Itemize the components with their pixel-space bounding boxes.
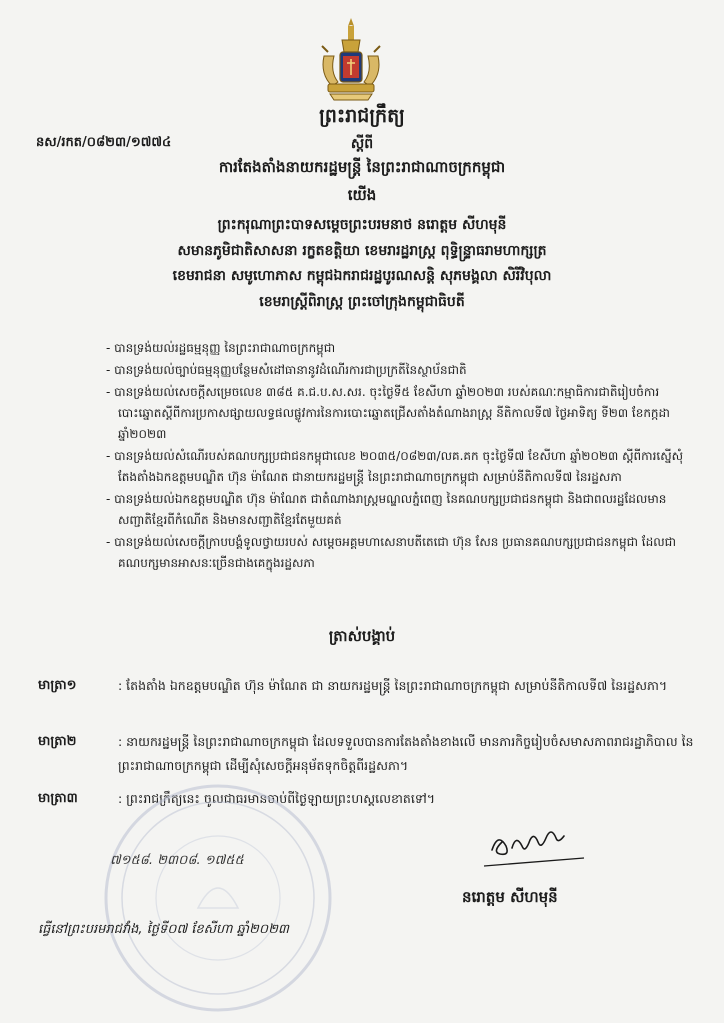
article-label: មាត្រា២ xyxy=(38,734,77,749)
recital-item: - បានទ្រង់យល់រដ្ឋធម្មនុញ្ញ នៃព្រះរាជាណាចក្រកម្ពុជា xyxy=(106,341,336,355)
royal-arms-emblem xyxy=(318,16,384,102)
decide-heading: ត្រាស់បង្គាប់ xyxy=(328,627,396,645)
royal-signature xyxy=(478,820,588,872)
recital-item: - បានទ្រង់យល់សេចក្តីក្រាបបង្គំទូលថ្វាយរបស់ សម្តេចអគ្គមហាសេនាបតីតេជោ ហ៊ុន សែន ប្រធានគណបក្សប្រជាជនកម្ពុជា ដែលជាគណបក្សមានអាសនៈច្រើនជាងគេក្នុងរដ្ឋសភា xyxy=(106,535,677,570)
king-title-line: ព្រះករុណាព្រះបាទសម្តេចព្រះបរមនាថ នរោត្តម សីហមុនី xyxy=(217,217,507,233)
recitals-list xyxy=(106,338,692,575)
article-2 xyxy=(38,730,700,778)
decree-we: យើង xyxy=(347,186,377,204)
article-1 xyxy=(38,674,700,698)
royal-seal-stamp xyxy=(100,780,336,1016)
signer-name: នរោត្តម សីហមុនី xyxy=(462,888,558,906)
article-label: មាត្រា១ xyxy=(38,678,77,693)
decree-date-line: ធ្វើនៅព្រះបរមរាជវាំង, ថ្ងៃទី០៧ ខែសីហា ឆ្នាំ២០២៣ xyxy=(38,922,290,937)
recital-item: - បានទ្រង់យល់សំណើរបស់គណបក្សប្រជាជនកម្ពុជាលេខ ២០៣៥/០៨២៣/លគ.គក ចុះថ្ងៃទី៧ ខែសីហា ឆ្នាំ២០២៣ ស្តីពីការស្នើសុំតែងតាំងឯកឧត្តមបណ្ឌិត ហ៊ុន ម៉ាណែត ជានាយករដ្ឋមន្ត្រី នៃព្រះរាជាណាចក្រកម្ពុជា សម្រាប់នីតិកាលទី៧ នៃរដ្ឋសភា xyxy=(106,449,684,484)
decree-title: ព្រះរាជក្រឹត្យ xyxy=(319,105,405,127)
king-title-line: ខេមរាជនា សមូហោភាស កម្ពុជឯករាជរដ្ឋបូរណសន្តិ សុភមង្គលា សិរីវិបុលា xyxy=(172,268,552,284)
registration-number: ៧១៥៨. ២៣០៨. ១៧៥៥ xyxy=(110,853,244,868)
article-label: មាត្រា៣ xyxy=(38,791,78,806)
article-text: : នាយករដ្ឋមន្ត្រី នៃព្រះរាជាណាចក្រកម្ពុជា ដែលទទួលបានការតែងតាំងខាងលើ មានភារកិច្ចរៀបចំសមាសភាពរាជរដ្ឋាភិបាល នៃព្រះរាជាណាចក្រកម្ពុជា ដើម្បីសុំសេចក្តីអនុម័តទុកចិត្តពីរដ្ឋសភា។ xyxy=(118,734,694,773)
king-title-line: សមានភូមិជាតិសាសនា រក្ខតខត្តិយា ខេមរារដ្ឋរាស្ត្រ ពុទ្ធិន្ទ្រាធរាមហាក្សត្រ xyxy=(177,243,547,259)
recital-item: - បានទ្រង់យល់សេចក្តីសម្រេចលេខ ៣៨៥ គ.ជ.ប.ស.សរ. ចុះថ្ងៃទី៥ ខែសីហា ឆ្នាំ២០២៣ របស់គណៈកម្មាធិការជាតិរៀបចំការបោះឆ្នោតស្តីពីការប្រកាសផ្សាយលទ្ធផលផ្លូវការនៃការបោះឆ្នោតជ្រើសតាំងតំណាងរាស្ត្រ នីតិកាលទី៧ ថ្ងៃអាទិត្យ ទី២៣ ខែកក្កដា ឆ្នាំ២០២៣ xyxy=(106,385,670,441)
decree-reference: នស/រកត/០៨២៣/១៧៧៤ xyxy=(36,135,172,150)
decree-subject: ការតែងតាំងនាយករដ្ឋមន្ត្រី នៃព្រះរាជាណាចក្រកម្ពុជា xyxy=(218,158,506,176)
article-text: : ព្រះរាជក្រឹត្យនេះ ចូលជាធរមានចាប់ពីថ្ងៃឡាយព្រះហស្តលេខាតទៅ។ xyxy=(118,791,435,806)
recital-item: - បានទ្រង់យល់ឯកឧត្តមបណ្ឌិត ហ៊ុន ម៉ាណែត ជាតំណាងរាស្ត្រមណ្ឌលភ្នំពេញ នៃគណបក្សប្រជាជនកម្ពុជា និងជាពលរដ្ឋដែលមានសញ្ជាតិខ្មែរពីកំណើត និងមានសញ្ជាតិខ្មែរតែមួយគត់ xyxy=(106,492,667,527)
recital-item: - បានទ្រង់យល់ច្បាប់ធម្មនុញ្ញបន្ថែមសំដៅធានានូវដំណើរការជាប្រក្រតីនៃស្ថាប័នជាតិ xyxy=(106,363,467,377)
decree-subtitle: ស្ដីពី xyxy=(350,136,374,152)
article-text: : តែងតាំង ឯកឧត្តមបណ្ឌិត ហ៊ុន ម៉ាណែត ជា នាយករដ្ឋមន្ត្រី នៃព្រះរាជាណាចក្រកម្ពុជា សម្រាប់នីតិកាលទី៧ នៃរដ្ឋសភា។ xyxy=(118,678,668,693)
king-title-line: ខេមរាស្ត្រីពិរាស្ត្រ ព្រះចៅក្រុងកម្ពុជាធិបតី xyxy=(259,294,465,310)
